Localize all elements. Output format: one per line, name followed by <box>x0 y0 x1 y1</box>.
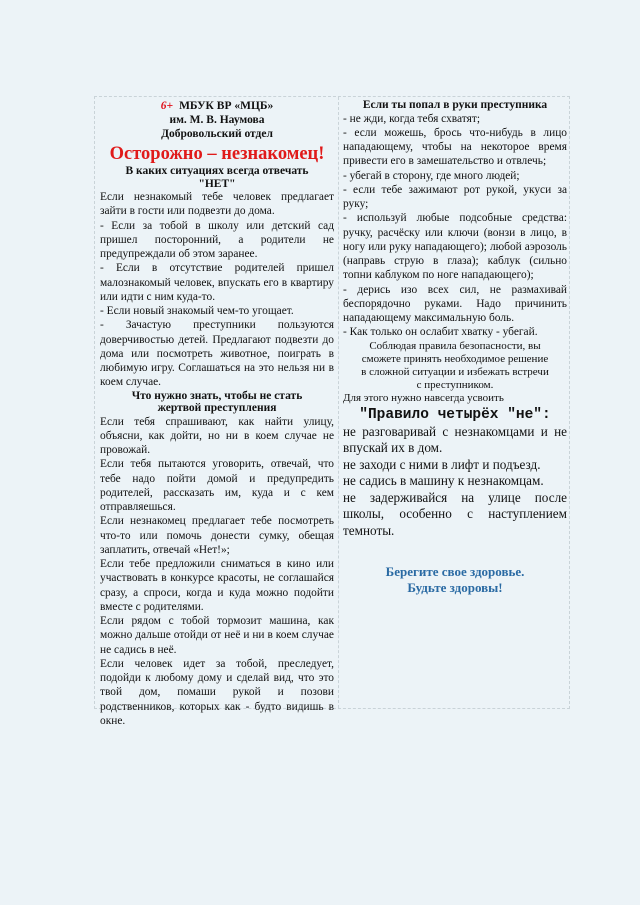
rule-item: не разговаривай с незнакомцами и не впускай их в дом. <box>343 423 567 455</box>
safety-note-line: в сложной ситуации и избежать встречи <box>361 365 549 378</box>
org-line-3: Добровольский отдел <box>161 128 273 140</box>
subhead-line: жертвой преступления <box>157 402 277 414</box>
closing-line: Берегите свое здоровье. <box>385 564 525 579</box>
rule-item: не заходи с ними в лифт и подъезд. <box>343 456 541 472</box>
closing-message <box>343 564 567 596</box>
rule-item: не задерживайся на улице после школы, особенно с наступлением темноты. <box>343 489 567 538</box>
paragraph: Если тебе предложили сниматься в кино или участвовать в конкурсе красоты, не соглашайся сразу, а спроси, когда и куда можно подойти вместе с родителями. <box>100 558 334 613</box>
subhead-if-caught: Если ты попал в руки преступника <box>362 99 548 111</box>
rule-lead: Для этого нужно навсегда усвоить <box>343 391 504 404</box>
page-title: Осторожно – незнакомец! <box>109 144 325 164</box>
subhead-when-say-no <box>100 165 334 190</box>
subhead-line: "НЕТ" <box>198 177 236 190</box>
rule-item: не садись в машину к незнакомцам. <box>343 473 544 488</box>
paragraph: Если рядом с тобой тормозит машина, как можно дальше отойди от неё и ни в коем случае не садись в неё. <box>100 615 334 656</box>
paragraph: Если тебя пытаются уговорить, отвечай, что тебе надо пойти домой и предупредить родителей, рассказать им, куда и с кем отправляешься. <box>100 458 334 513</box>
paragraph: - не жди, когда тебя схватят; <box>343 112 480 125</box>
paragraph: - Зачастую преступники пользуются доверчивостью детей. Предлагают подвезти до дома или посмотреть животное, поиграть в любимую игру. Соглашаться на это нельзя ни в коем случае. <box>100 319 334 389</box>
subhead-what-to-know <box>100 390 334 415</box>
org-line-1: МБУК ВР «МЦБ» <box>179 100 274 112</box>
safety-note-line: сможете принять необходимое решение <box>361 352 549 365</box>
rule-title: "Правило четырёх "не": <box>359 406 551 423</box>
safety-note-line: с преступником. <box>416 378 494 391</box>
right-column <box>339 97 571 708</box>
paragraph: - дерись изо всех сил, не размахивай беспорядочно руками. Надо причинить нападающему максимальную боль. <box>343 283 567 324</box>
left-column <box>95 97 339 727</box>
org-line-2: им. М. В. Наумова <box>169 114 265 126</box>
paragraph: - Как только он ослабит хватку - убегай. <box>343 326 538 339</box>
paragraph: - используй любые подсобные средства: ручку, расчёску или ключи (вонзи в лицо, в ногу или руку нападающего); любой аэрозоль (направь струю в глаза); каблук (сильно топни каблуком по ноге нападающего); <box>343 212 567 282</box>
paragraph: Если незнакомый тебе человек предлагает зайти в гости или подвезти до дома. <box>100 191 334 218</box>
paragraph: - если тебе зажимают рот рукой, укуси за руку; <box>343 183 567 210</box>
paragraph: Если человек идет за тобой, преследует, подойди к любому дому и сделай вид, что это твой дом, помаши рукой и позови родственников, которых как - будто видишь в окне. <box>100 657 334 727</box>
subhead-line: В каких ситуациях всегда отвечать <box>125 165 309 177</box>
paragraph: - убегай в сторону, где много людей; <box>343 169 520 182</box>
paragraph: - Если в отсутствие родителей пришел малознакомый человек, впускать его в квартиру или идти с ним куда-то. <box>100 262 334 303</box>
paragraph: - Если за тобой в школу или детский сад пришел посторонний, а родители не предупреждали об этом заранее. <box>100 219 334 260</box>
age-rating: 6+ <box>160 100 174 112</box>
org-header <box>100 99 334 141</box>
leaflet-sheet <box>94 96 570 727</box>
safety-note-line: Соблюдая правила безопасности, вы <box>369 339 541 352</box>
safety-note <box>343 340 567 392</box>
closing-line: Будьте здоровы! <box>407 580 503 595</box>
paragraph: Если незнакомец предлагает тебе посмотреть что-то или помочь донести сумку, обещая заплатить, отвечай «Нет!»; <box>100 515 334 556</box>
paragraph: Если тебя спрашивают, как найти улицу, объясни, как дойти, но ни в коем случае не провожай. <box>100 415 334 456</box>
paragraph: - Если новый знакомый чем-то угощает. <box>100 305 294 317</box>
subhead-line: Что нужно знать, чтобы не стать <box>131 389 303 402</box>
paragraph: - если можешь, брось что-нибудь в лицо нападающему, чтобы на некоторое время привести его в замешательство и отвлечь; <box>343 126 567 168</box>
